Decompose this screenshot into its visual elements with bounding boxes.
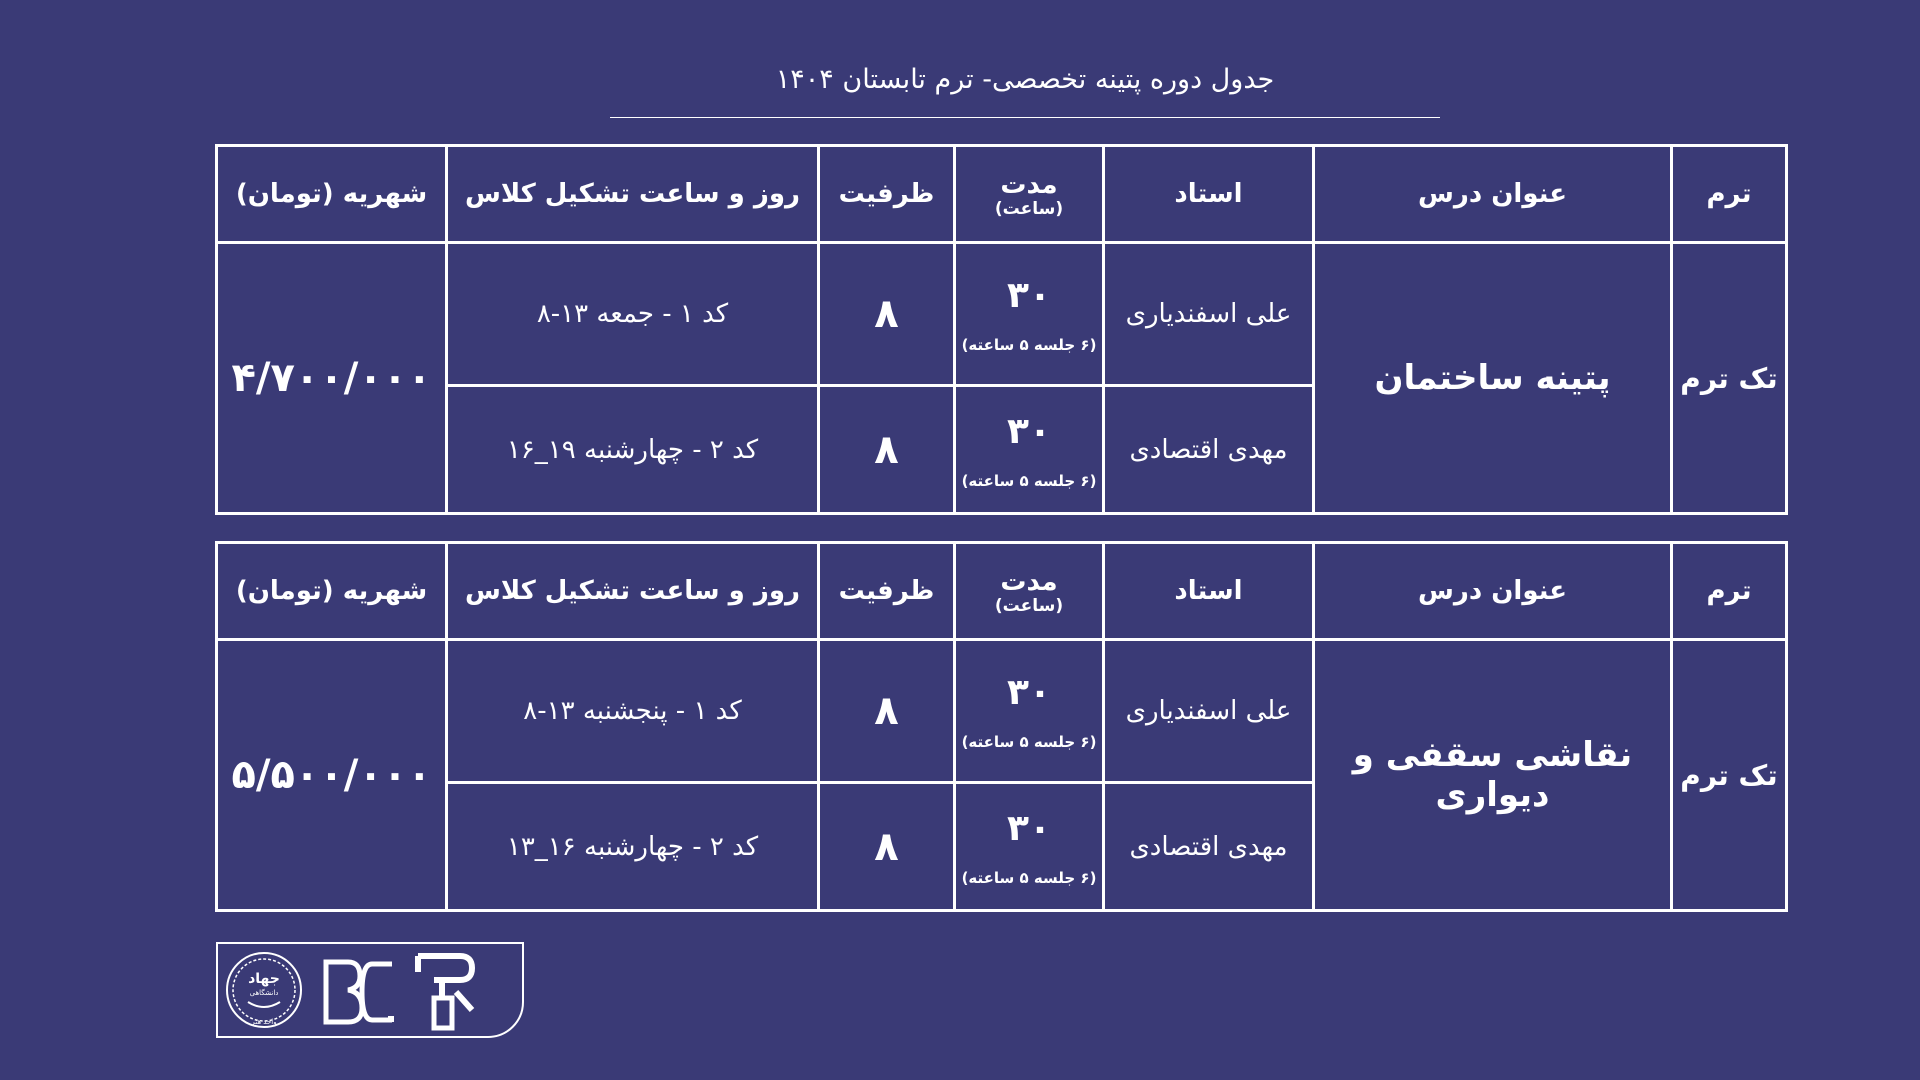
term-cell: تک ترم	[1672, 640, 1787, 911]
page-title: جدول دوره پتینه تخصصی- ترم تابستان ۱۴۰۴	[775, 64, 1275, 95]
title-underline	[610, 117, 1440, 118]
schedule-cell: کد ۱ - جمعه ۱۳-۸	[447, 243, 819, 386]
duration-hours: ۳۰	[1007, 672, 1051, 713]
teacher-cell: مهدی اقتصادی	[1104, 783, 1314, 911]
duration-note: (۶ جلسه ۵ ساعته)	[961, 336, 1097, 354]
header-duration-sub: (ساعت)	[994, 596, 1064, 616]
schedule-cell: کد ۱ - پنجشنبه ۱۳-۸	[447, 640, 819, 783]
logo-panel	[216, 942, 524, 1038]
course-name-cell: پتینه ساختمان	[1314, 243, 1672, 514]
duration-cell	[955, 640, 1104, 783]
capacity-cell: ۸	[819, 783, 955, 911]
header-term: ترم	[1672, 146, 1787, 243]
paint-roller-icon	[414, 952, 478, 1032]
duration-note: (۶ جلسه ۵ ساعته)	[961, 733, 1097, 751]
header-capacity: ظرفیت	[819, 543, 955, 640]
header-duration	[955, 543, 1104, 640]
header-capacity: ظرفیت	[819, 146, 955, 243]
header-schedule: روز و ساعت تشکیل کلاس	[447, 146, 819, 243]
duration-cell	[955, 243, 1104, 386]
table-header-row	[217, 146, 1787, 243]
duration-note: (۶ جلسه ۵ ساعته)	[961, 471, 1097, 490]
header-teacher: استاد	[1104, 543, 1314, 640]
jahad-subtitle: دانشگاهی	[249, 989, 279, 997]
table-row	[217, 640, 1787, 783]
duration-note: (۶ جلسه ۵ ساعته)	[961, 868, 1097, 887]
teacher-cell: علی اسفندیاری	[1104, 243, 1314, 386]
capacity-cell: ۸	[819, 386, 955, 514]
header-duration-main: مدت	[1000, 567, 1058, 597]
jahad-seal-icon	[224, 950, 304, 1030]
header-course: عنوان درس	[1314, 543, 1672, 640]
table-header-row	[217, 543, 1787, 640]
header-duration-main: مدت	[1000, 170, 1058, 200]
duration-cell	[955, 386, 1104, 514]
header-fee: شهریه (تومان)	[217, 543, 447, 640]
jahad-title: جهاد	[248, 971, 280, 987]
fee-cell: ۵/۵۰۰/۰۰۰	[217, 640, 447, 911]
header-duration	[955, 146, 1104, 243]
fee-cell: ۴/۷۰۰/۰۰۰	[217, 243, 447, 514]
teacher-cell: علی اسفندیاری	[1104, 640, 1314, 783]
duration-cell	[955, 783, 1104, 911]
header-duration-sub: (ساعت)	[994, 199, 1064, 219]
header-teacher: استاد	[1104, 146, 1314, 243]
duration-hours: ۳۰	[1007, 807, 1051, 849]
course-table-2	[215, 541, 1788, 912]
bc-logo-icon	[322, 958, 396, 1026]
term-cell: تک ترم	[1672, 243, 1787, 514]
jahad-unit: واحد هنر	[251, 1018, 277, 1026]
capacity-cell: ۸	[819, 243, 955, 386]
duration-hours: ۳۰	[1007, 410, 1051, 452]
table-row	[217, 243, 1787, 386]
course-table-1	[215, 144, 1788, 515]
schedule-cell: کد ۲ - چهارشنبه ۱۶_۱۳	[447, 783, 819, 911]
course-name-cell: نقاشی سقفی و دیواری	[1314, 640, 1672, 911]
header-term: ترم	[1672, 543, 1787, 640]
header-course: عنوان درس	[1314, 146, 1672, 243]
header-schedule: روز و ساعت تشکیل کلاس	[447, 543, 819, 640]
duration-hours: ۳۰	[1007, 275, 1051, 316]
teacher-cell: مهدی اقتصادی	[1104, 386, 1314, 514]
capacity-cell: ۸	[819, 640, 955, 783]
header-fee: شهریه (تومان)	[217, 146, 447, 243]
schedule-cell: کد ۲ - چهارشنبه ۱۹_۱۶	[447, 386, 819, 514]
